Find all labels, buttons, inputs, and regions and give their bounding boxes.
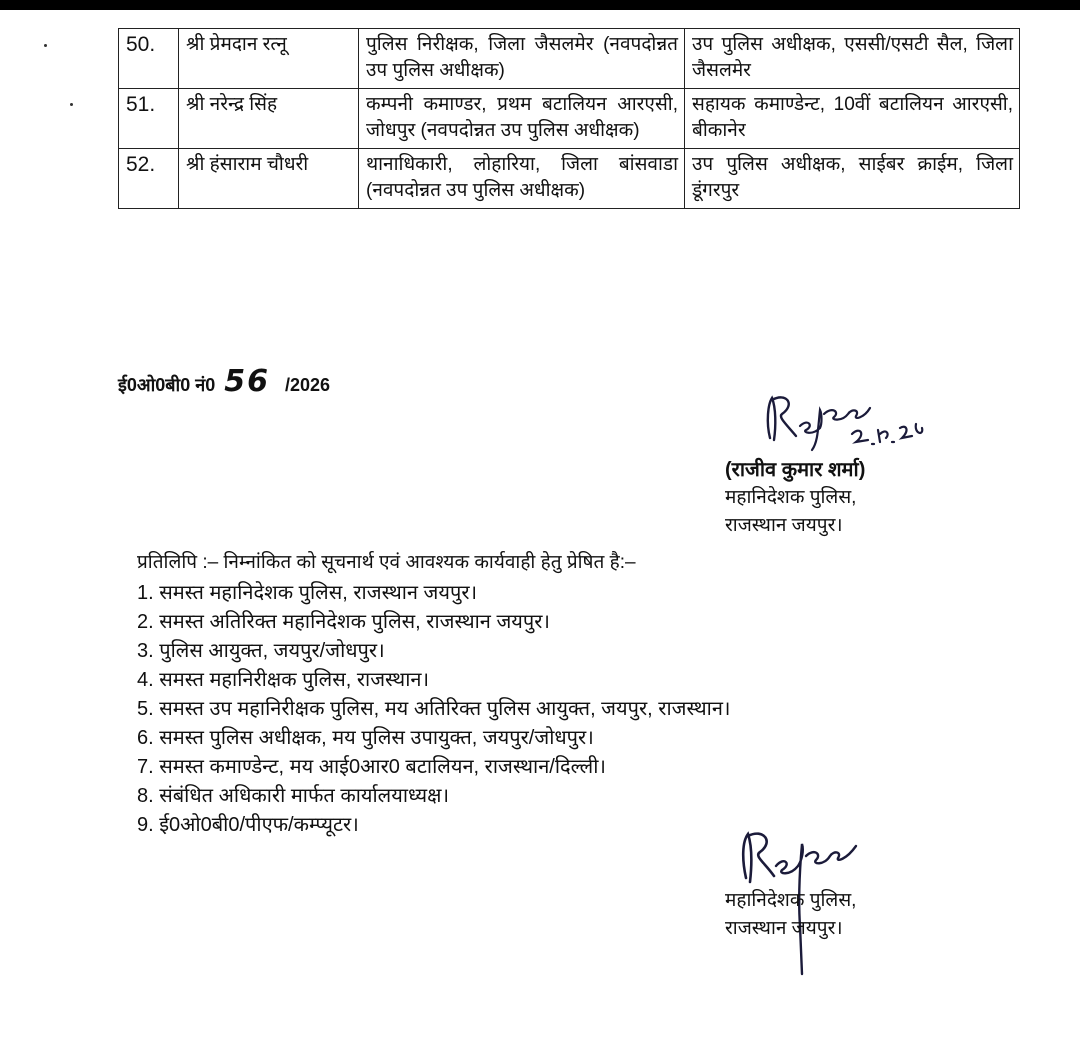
serial-number: 52. bbox=[119, 149, 179, 209]
list-item: 1. समस्त महानिदेशक पुलिस, राजस्थान जयपुर। bbox=[137, 582, 478, 604]
copy-to-intro: प्रतिलिपि :– निम्नांकित को सूचनार्थ एवं आवश्यक कार्यवाही हेतु प्रेषित है:– bbox=[137, 552, 636, 573]
table-row bbox=[119, 29, 1020, 89]
order-reference bbox=[118, 364, 330, 399]
current-posting: थानाधिकारी, लोहारिया, जिला बांसवाडा (नवपदोन्नत उप पुलिस अधीक्षक) bbox=[359, 149, 685, 209]
posting-table bbox=[118, 28, 1020, 209]
list-item: 8. संबंधित अधिकारी मार्फत कार्यालयाध्यक्ष। bbox=[137, 785, 450, 807]
list-item: 7. समस्त कमाण्डेन्ट, मय आई0आर0 बटालियन, राजस्थान/दिल्ली। bbox=[137, 756, 606, 778]
new-posting: उप पुलिस अधीक्षक, एससी/एसटी सैल, जिला जैसलमेर bbox=[685, 29, 1020, 89]
table-row bbox=[119, 89, 1020, 149]
scan-speck bbox=[44, 44, 47, 47]
handwritten-signature-with-date bbox=[756, 384, 946, 464]
copy-to-section bbox=[137, 548, 731, 840]
signatory-place: राजस्थान जयपुर। bbox=[725, 515, 843, 536]
signatory-block-bottom bbox=[725, 887, 856, 943]
officer-name: श्री हंसाराम चौधरी bbox=[179, 149, 359, 209]
serial-number: 51. bbox=[119, 89, 179, 149]
table-row bbox=[119, 149, 1020, 209]
current-posting: पुलिस निरीक्षक, जिला जैसलमेर (नवपदोन्नत उप पुलिस अधीक्षक) bbox=[359, 29, 685, 89]
officer-name: श्री नरेन्द्र सिंह bbox=[179, 89, 359, 149]
signatory-name: (राजीव कुमार शर्मा) bbox=[725, 459, 866, 481]
signatory-place: राजस्थान जयपुर। bbox=[725, 918, 843, 939]
current-posting: कम्पनी कमाण्डर, प्रथम बटालियन आरएसी, जोधपुर (नवपदोन्नत उप पुलिस अधीक्षक) bbox=[359, 89, 685, 149]
scan-top-border bbox=[0, 0, 1080, 10]
list-item: 4. समस्त महानिरीक्षक पुलिस, राजस्थान। bbox=[137, 669, 430, 691]
reference-number: 56 bbox=[224, 364, 270, 399]
new-posting: उप पुलिस अधीक्षक, साईबर क्राईम, जिला डूंगरपुर bbox=[685, 149, 1020, 209]
list-item: 2. समस्त अतिरिक्त महानिदेशक पुलिस, राजस्थान जयपुर। bbox=[137, 611, 551, 633]
list-item: 9. ई0ओ0बी0/पीएफ/कम्प्यूटर। bbox=[137, 814, 359, 836]
signatory-block bbox=[725, 456, 865, 540]
signatory-designation: महानिदेशक पुलिस, bbox=[725, 890, 857, 911]
list-item: 5. समस्त उप महानिरीक्षक पुलिस, मय अतिरिक्त पुलिस आयुक्त, जयपुर, राजस्थान। bbox=[137, 698, 731, 720]
list-item: 6. समस्त पुलिस अधीक्षक, मय पुलिस उपायुक्त, जयपुर/जोधपुर। bbox=[137, 727, 594, 749]
scan-speck bbox=[70, 103, 73, 106]
officer-name: श्री प्रेमदान रत्नू bbox=[179, 29, 359, 89]
new-posting: सहायक कमाण्डेन्ट, 10वीं बटालियन आरएसी, बीकानेर bbox=[685, 89, 1020, 149]
list-item: 3. पुलिस आयुक्त, जयपुर/जोधपुर। bbox=[137, 640, 385, 662]
signatory-designation: महानिदेशक पुलिस, bbox=[725, 487, 857, 508]
serial-number: 50. bbox=[119, 29, 179, 89]
reference-year: /2026 bbox=[285, 375, 331, 395]
reference-prefix: ई0ओ0बी0 नं0 bbox=[118, 375, 216, 395]
copy-to-list bbox=[137, 579, 731, 840]
